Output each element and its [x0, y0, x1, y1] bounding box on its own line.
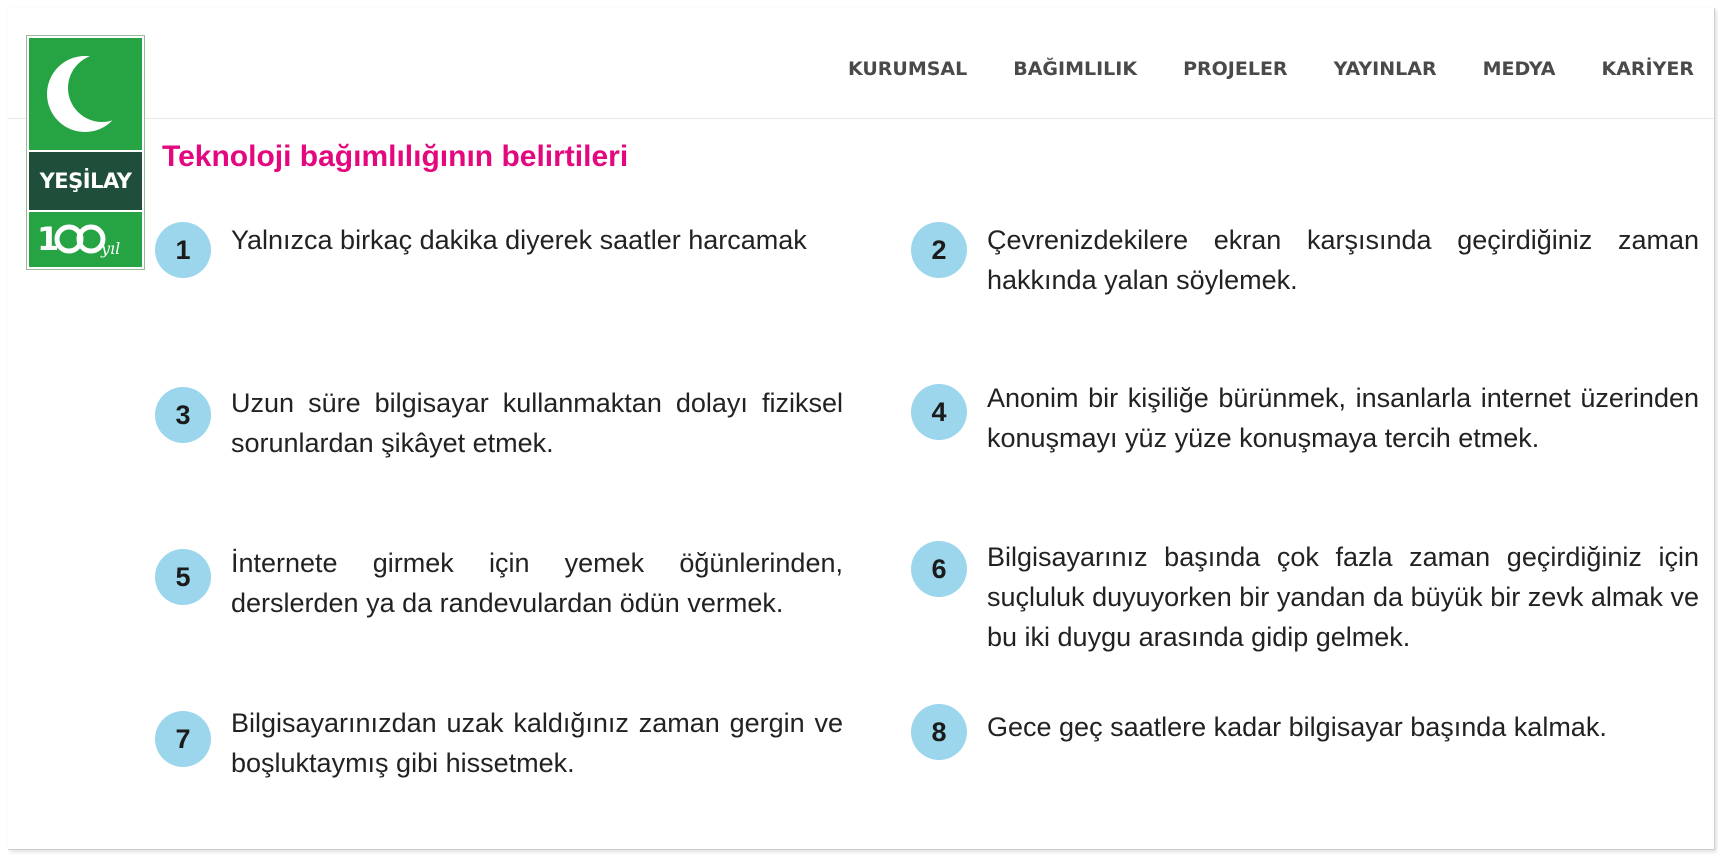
- symptom-text: Uzun süre bilgisayar kullanmaktan dolayı fiziksel sorunlardan şikâyet etmek.: [231, 388, 843, 458]
- symptom-text: Gece geç saatlere kadar bilgisayar başında kalmak.: [987, 712, 1607, 742]
- number-badge: 5: [155, 549, 211, 605]
- number-badge: 2: [911, 222, 967, 278]
- yesilay-logo[interactable]: [26, 35, 145, 270]
- symptom-text: Anonim bir kişiliğe bürünmek, insanlarla internet üzerinden konuşmayı yüz yüze konuşmaya tercih etmek.: [987, 383, 1699, 453]
- symptom-text: Çevrenizdekilere ekran karşısında geçirdiğiniz zaman hakkında yalan söylemek.: [987, 225, 1699, 295]
- anniversary-badge: [29, 212, 142, 267]
- symptom-text: İnternete girmek için yemek öğünlerinden, derslerden ya da randevulardan ödün vermek.: [231, 548, 843, 618]
- number-badge: 1: [155, 222, 211, 278]
- svg-text:1: 1: [37, 220, 60, 258]
- number-badge: 7: [155, 711, 211, 767]
- nav-item-kurumsal[interactable]: KURUMSAL: [847, 58, 968, 80]
- svg-text:yıl: yıl: [101, 239, 121, 258]
- nav-item-medya[interactable]: MEDYA: [1482, 58, 1556, 80]
- brand-name: YEŞİLAY: [39, 169, 132, 193]
- symptom-text: Bilgisayarınızdan uzak kaldığınız zaman gergin ve boşluktaymış gibi hissetmek.: [231, 708, 843, 778]
- number-badge: 8: [911, 704, 967, 760]
- logo-wordmark: [29, 152, 142, 210]
- nav-item-bagimlilik[interactable]: BAĞIMLILIK: [1013, 58, 1138, 80]
- crescent-icon: [29, 38, 142, 150]
- number-badge: 4: [911, 384, 967, 440]
- number-badge: 6: [911, 541, 967, 597]
- symptom-text: Yalnızca birkaç dakika diyerek saatler harcamak: [231, 225, 807, 255]
- nav-item-kariyer[interactable]: KARİYER: [1601, 58, 1694, 80]
- symptom-text: Bilgisayarınız başında çok fazla zaman geçirdiğiniz için suçluluk duyuyorken bir yandan da büyük bir zevk almak ve bu iki duygu arasında gidip gelmek.: [987, 542, 1699, 652]
- page-title: Teknoloji bağımlılığının belirtileri: [162, 140, 629, 173]
- site-header: [8, 8, 1714, 119]
- number-badge: 3: [155, 387, 211, 443]
- nav-item-projeler[interactable]: PROJELER: [1183, 58, 1288, 80]
- main-nav: [802, 58, 1694, 80]
- nav-item-yayinlar[interactable]: YAYINLAR: [1333, 58, 1437, 80]
